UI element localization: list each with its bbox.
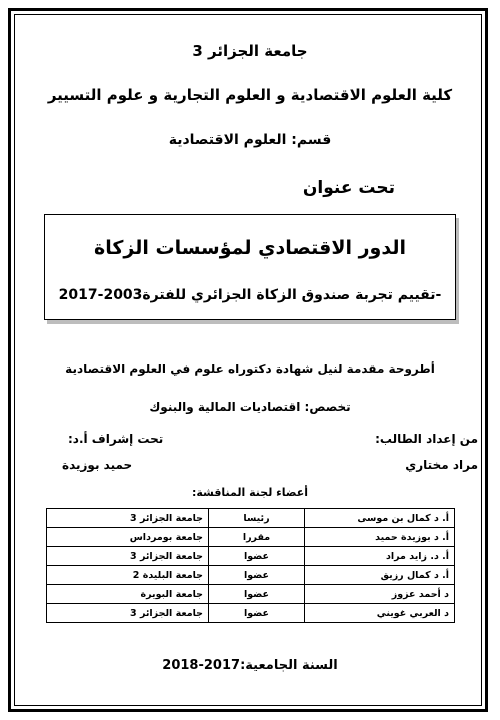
- thesis-statement: أطروحة مقدمة لنيل شهادة دكتوراه علوم في العلوم الاقتصادية: [65, 362, 435, 376]
- member-institution: جامعة البليدة 2: [47, 566, 209, 585]
- member-institution: جامعة الجزائر 3: [47, 604, 209, 623]
- member-name: أ. د. زايد مراد: [305, 547, 455, 566]
- member-institution: جامعة بومرداس: [47, 528, 209, 547]
- table-row: [47, 566, 455, 585]
- member-role: عضوا: [209, 585, 305, 604]
- member-institution: جامعة البويرة: [47, 585, 209, 604]
- table-row: [47, 604, 455, 623]
- under-title-label: تحت عنوان: [302, 178, 395, 198]
- student-name: مراد مختاري: [405, 458, 478, 472]
- table-row: [47, 547, 455, 566]
- member-name: د العربي غويني: [305, 604, 455, 623]
- committee-label: أعضاء لجنة المناقشة:: [191, 486, 309, 499]
- member-role: رئيسا: [209, 509, 305, 528]
- member-name: أ. د كمال رزيق: [305, 566, 455, 585]
- thesis-title-box: [44, 214, 456, 320]
- table-row: [47, 585, 455, 604]
- specialization: تخصص: اقتصاديات المالية والبنوك: [149, 400, 351, 414]
- member-name: أ. د بوزيدة حميد: [305, 528, 455, 547]
- supervisor-name: حميد بوزيدة: [62, 458, 133, 472]
- member-name: د أحمد عزوز: [305, 585, 455, 604]
- thesis-subtitle: -تقييم تجربة صندوق الزكاة الجزائري للفترة2003-2017: [58, 287, 442, 303]
- university-name: جامعة الجزائر 3: [192, 42, 308, 60]
- member-role: عضوا: [209, 566, 305, 585]
- table-row: [47, 528, 455, 547]
- member-name: أ. د كمال بن موسى: [305, 509, 455, 528]
- table-row: [47, 509, 455, 528]
- member-role: عضوا: [209, 604, 305, 623]
- committee-table: [46, 508, 455, 623]
- member-institution: جامعة الجزائر 3: [47, 547, 209, 566]
- member-institution: جامعة الجزائر 3: [47, 509, 209, 528]
- faculty-name: كلية العلوم الاقتصادية و العلوم التجارية و علوم التسيير: [47, 86, 453, 104]
- academic-year: السنة الجامعية:2017-2018: [162, 658, 338, 673]
- member-role: مقررا: [209, 528, 305, 547]
- department-name: قسم: العلوم الاقتصادية: [168, 132, 332, 148]
- supervisor-label: تحت إشراف أ.د:: [68, 432, 164, 446]
- member-role: عضوا: [209, 547, 305, 566]
- prepared-by-label: من إعداد الطالب:: [375, 432, 478, 446]
- thesis-title: الدور الاقتصادي لمؤسسات الزكاة: [94, 237, 406, 259]
